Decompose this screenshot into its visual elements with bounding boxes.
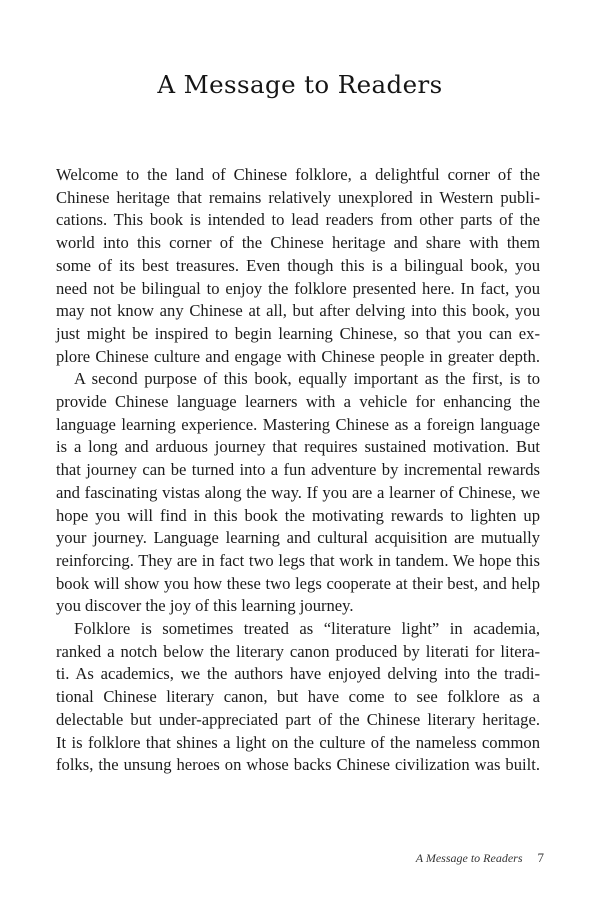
page-number: 7 xyxy=(537,850,544,865)
text-line: delectable but under-appreciated part of the Chinese literary heritage. xyxy=(56,709,540,729)
text-line: ranked a notch below the literary canon produced by literati for litera- xyxy=(56,641,540,661)
text-line: A second purpose of this book, equally important as the first, is to xyxy=(74,369,540,389)
text-line: you discover the joy of this learning journey. xyxy=(56,596,354,616)
paragraph-3 xyxy=(56,618,540,777)
text-line: language learning experience. Mastering Chinese as a foreign language xyxy=(56,414,540,434)
text-line: hope you will find in this book the motivating rewards to lighten up xyxy=(56,505,540,525)
text-line: plore Chinese culture and engage with Chinese people in greater depth. xyxy=(56,346,540,366)
text-line: folks, the unsung heroes on whose backs Chinese civilization was built. xyxy=(56,755,540,775)
page-footer xyxy=(416,850,544,866)
running-head: A Message to Readers xyxy=(415,851,523,865)
page-title: A Message to Readers xyxy=(157,70,443,99)
text-line: Welcome to the land of Chinese folklore, a delightful corner of the xyxy=(56,165,540,184)
text-line: It is folklore that shines a light on the culture of the nameless common xyxy=(56,732,540,752)
paragraph-2 xyxy=(56,368,540,618)
text-line: just might be inspired to begin learning Chinese, so that you can ex- xyxy=(56,323,540,343)
text-line: cations. This book is intended to lead readers from other parts of the xyxy=(56,210,540,230)
text-line: world into this corner of the Chinese heritage and share with them xyxy=(56,233,540,253)
text-line: Chinese heritage that remains relatively unexplored in Western publi- xyxy=(56,187,540,207)
text-line: book will show you how these two legs cooperate at their best, and help xyxy=(56,573,540,593)
text-line: that journey can be turned into a fun adventure by incremental rewards xyxy=(56,460,540,480)
text-line: your journey. Language learning and cultural acquisition are mutually xyxy=(56,528,540,548)
text-line: is a long and arduous journey that requires sustained motivation. But xyxy=(56,437,540,457)
text-line: provide Chinese language learners with a vehicle for enhancing the xyxy=(56,392,540,412)
text-line: some of its best treasures. Even though this is a bilingual book, you xyxy=(56,255,540,275)
text-line: need not be bilingual to enjoy the folklore presented here. In fact, you xyxy=(56,278,540,298)
text-line: reinforcing. They are in fact two legs that work in tandem. We hope this xyxy=(56,550,540,570)
text-line: and fascinating vistas along the way. If you are a learner of Chinese, we xyxy=(56,482,540,502)
text-line: tional Chinese literary canon, but have come to see folklore as a xyxy=(56,687,540,707)
text-line: may not know any Chinese at all, but after delving into this book, you xyxy=(56,301,540,321)
text-line: Folklore is sometimes treated as “literature light” in academia, xyxy=(74,619,540,639)
paragraph-1 xyxy=(56,164,540,368)
body-text xyxy=(56,164,540,777)
text-line: ti. As academics, we the authors have enjoyed delving into the tradi- xyxy=(56,664,540,684)
